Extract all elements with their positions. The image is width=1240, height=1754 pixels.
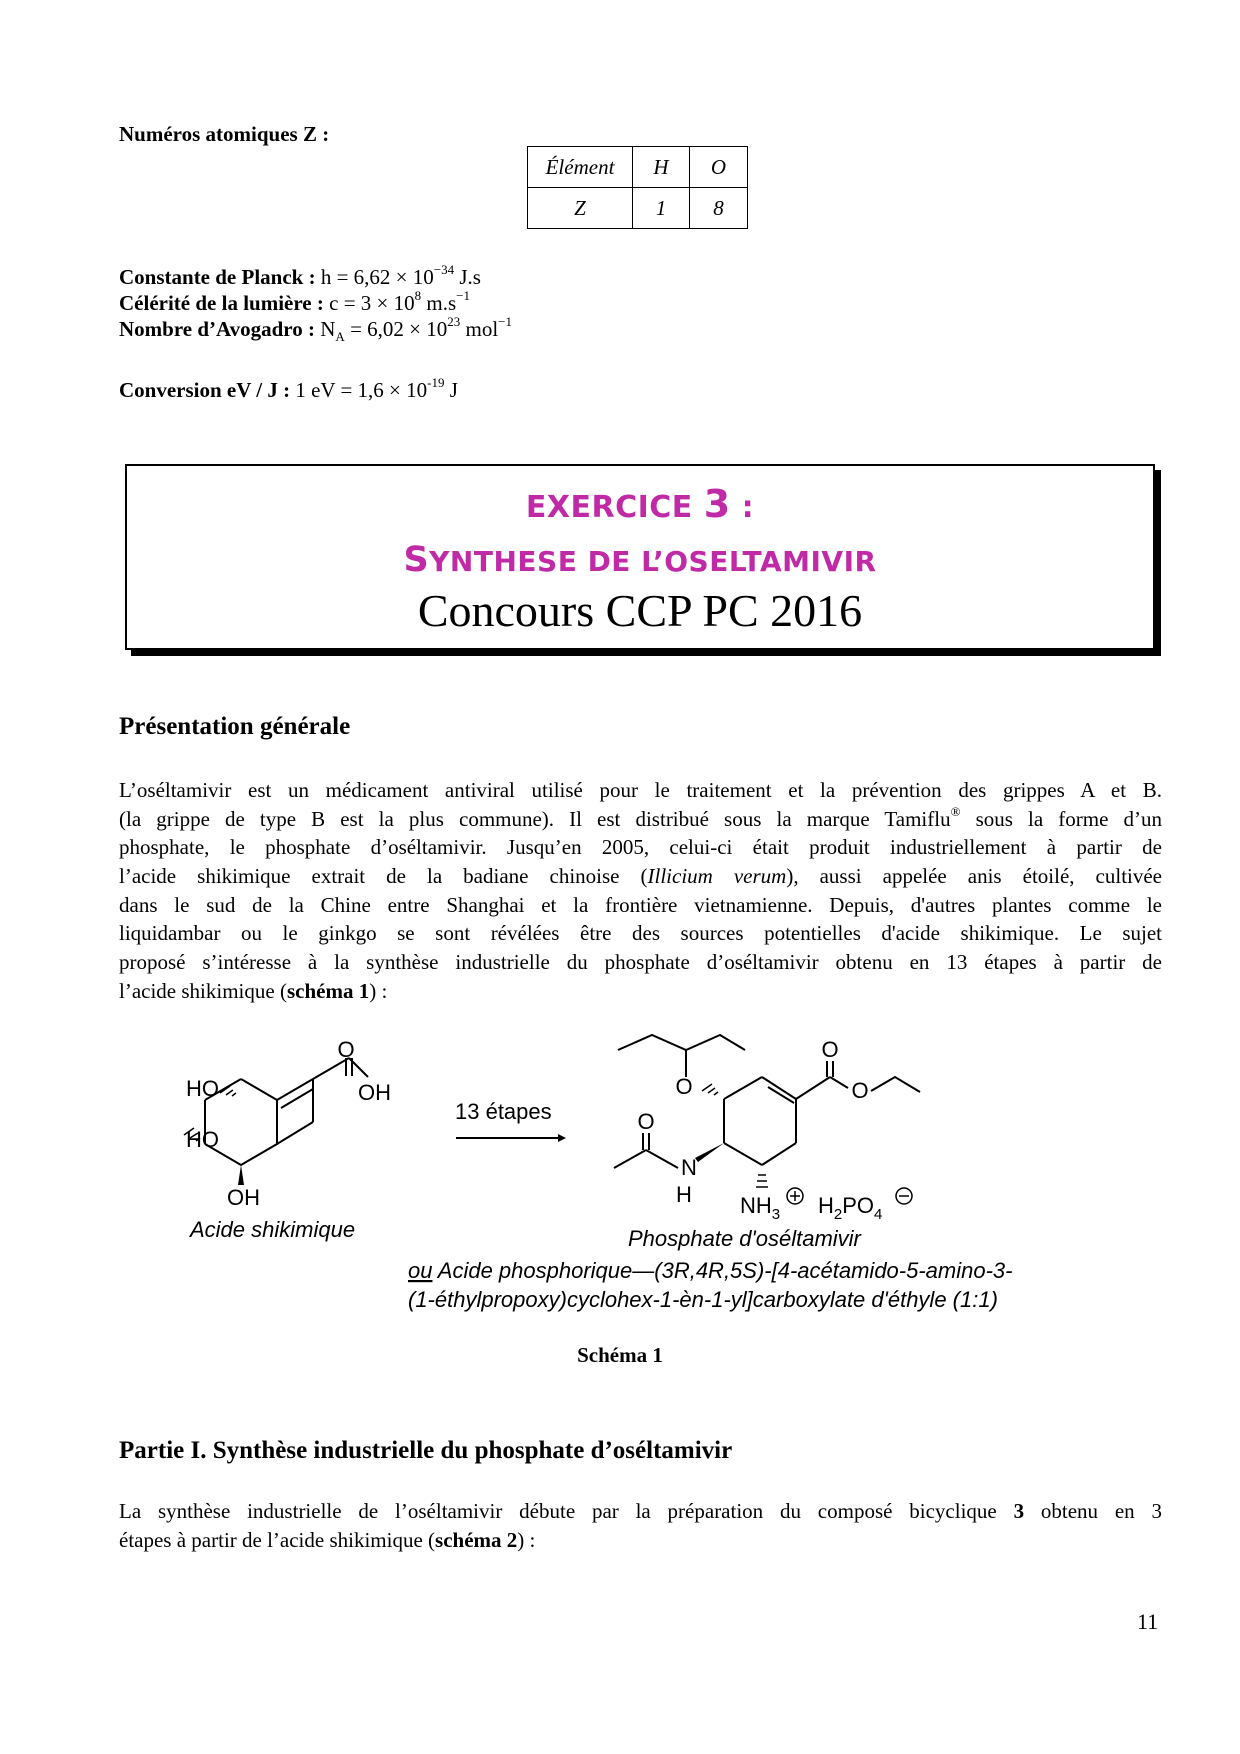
oseltamivir-structure [614,1035,920,1187]
wedge-bond [238,1165,244,1185]
ring-bond [724,1143,762,1165]
conversion-exponent: -19 [427,375,445,390]
reactant-name: Acide shikimique [190,1217,356,1242]
line-text: La synthèse industrielle de l’oséltamivir débute par la préparation du composé bicyclique [119,1499,1014,1523]
table-row [528,188,748,229]
line-text: dans le sud de la Chine entre Shanghai et la frontière vietnamienne. Depuis, d'autres plantes comme le [119,892,1162,917]
planck-constant [119,264,481,290]
exercise-number: 3 [703,482,731,526]
ev-conversion [119,377,458,403]
light-exponent: 8 [414,288,422,303]
atom-label: O [675,1074,693,1099]
page-number: 11 [1137,1609,1159,1634]
contest-name: Concours CCP PC 2016 [417,585,863,636]
table-cell: O [690,147,748,188]
part1-paragraph [119,1497,1162,1554]
ring-bond [277,1122,313,1144]
atom-label: O [337,1037,355,1062]
product-iupac-line-2: (1-éthylpropoxy)cyclohex-1-èn-1-yl]carboxylate d'éthyle (1:1) [408,1287,998,1312]
exercise-subtitle [127,540,1153,580]
table-cell: Z [528,188,633,229]
methyl-bond [614,1150,646,1168]
ring-bond [277,1079,313,1100]
section-heading-presentation: Présentation générale [119,713,351,740]
atom-label: O [637,1109,655,1134]
line-text: L’oséltamivir est un médicament antiviral utilisé pour le traitement et la prévention des grippes A et B. [119,778,1162,802]
paragraph-line [119,1497,1162,1526]
paragraph-line [119,1526,1162,1555]
avogadro-label: Nombre d’Avogadro : [119,317,315,341]
table-header-row [528,147,748,188]
light-unit: m.s [421,291,457,315]
line-text: l’acide shikimique ( [119,978,287,1003]
product-alt-text: Acide phosphorique—(3R,4R,5S)-[4-acétamido-5-amino-3- [432,1258,1013,1283]
line-text: proposé s’intéresse à la synthèse industrielle du phosphate d’oséltamivir obtenu en 13 étapes à partir de [119,950,1162,975]
line-text: liquidambar ou le ginkgo se sont révélées être des sources potentielles d'acide shikimique. Le sujet [119,921,1162,946]
subscript: 3 [771,1206,781,1223]
ethyl-chain [871,1077,920,1092]
paragraph-line [119,805,1162,834]
conversion-unit: J [444,378,458,402]
avogadro-unit: mol [460,317,499,341]
subtitle-initial: S [403,540,430,580]
atom-label: O [821,1037,839,1062]
avogadro-value: = 6,02 × 10 [344,317,448,341]
atom-label: O [851,1078,869,1103]
table-cell: Élément [528,147,633,188]
product-name: Phosphate d'oséltamivir [628,1226,861,1251]
line-text: étapes à partir de l’acide shikimique ( [119,1527,436,1552]
ammonium-label [740,1193,780,1223]
line-text: l’acide shikimique extrait de la badiane chinoise ( [119,864,648,889]
hashed-bond [756,1175,768,1187]
atom-label: NH [740,1193,772,1218]
phosphate-label [818,1193,882,1223]
avogadro-subscript: A [335,329,345,345]
line-text: ) : [517,1527,536,1552]
atom-label: HO [186,1076,219,1101]
planck-value: h = 6,62 × 10 [320,265,434,289]
product-iupac-line-1 [408,1258,1013,1283]
atomic-number-table [527,146,748,229]
planck-label: Constante de Planck : [119,265,316,289]
line-text: obtenu en 3 [1024,1499,1162,1523]
planck-exponent: −34 [433,262,455,277]
speed-of-light [119,290,470,316]
table-cell: 1 [633,188,690,229]
atom-label: HO [186,1127,219,1152]
ring-bond [241,1079,277,1100]
arrow-head [558,1134,566,1142]
pentyl-chain [618,1035,745,1050]
carbon-bond [796,1077,830,1099]
line-text: (la grippe de type B est la plus commune). Il est distribué sous la marque Tamiflu [119,806,951,831]
paragraph-line [119,862,1162,891]
product-alt-prefix: ou [408,1258,433,1283]
hashed-bond [702,1084,718,1095]
planck-unit: J.s [454,265,481,289]
section-heading-part-1: Partie I. Synthèse industrielle du phosphate d’oséltamivir [119,1437,733,1464]
table-cell: H [633,147,690,188]
line-text: ), aussi appelée anis étoilé, cultivée [786,864,1163,889]
line-text: phosphate, le phosphate d’oséltamivir. Jusqu’en 2005, celui-ci était produit industriellement à partir de [119,835,1162,860]
table-cell: 8 [690,188,748,229]
exercise-title-colon: : [730,490,755,525]
avogadro-exponent: 23 [447,314,461,329]
reaction-scheme [0,1030,1240,1320]
double-bond [281,1089,313,1108]
exercise-title-text: EXERCICE [525,490,704,525]
hashed-bond [220,1086,236,1096]
line-text: sous la forme d’un [960,806,1162,831]
conversion-label: Conversion eV / J : [119,378,291,402]
reaction-scheme-drawing [0,1030,1240,1320]
paragraph-line [119,891,1162,920]
ring-bond [762,1077,796,1099]
line-text: ) : [369,978,388,1003]
paragraph-line [119,833,1162,862]
subtitle-rest: YNTHESE DE L’OSELTAMIVIR [429,545,877,578]
subscript: 4 [874,1206,883,1223]
ring-bond [724,1077,762,1099]
subscript: 2 [833,1206,843,1223]
compound-ref: 3 [1013,1499,1025,1523]
latin-name: Illicium verum [647,864,787,889]
paragraph-line [119,948,1162,977]
atom-label: OH [227,1185,260,1210]
paragraph-line [119,776,1162,805]
scheme-caption: Schéma 1 [577,1343,663,1367]
registered-mark: ® [950,803,961,819]
light-unit-exponent: −1 [456,288,470,303]
atom-label: H [818,1193,834,1218]
atomic-numbers-label: Numéros atomiques Z : [119,122,330,146]
presentation-paragraph [119,776,1162,1006]
ester-bond [830,1077,848,1088]
atom-label: N [681,1155,697,1180]
light-value: c = 3 × 10 [329,291,415,315]
avogadro-number [119,314,513,345]
paragraph-line [119,919,1162,948]
avogadro-unit-exponent: −1 [498,314,513,329]
scheme-ref: schéma 1 [286,978,370,1003]
wedge-bond [695,1143,724,1162]
avogadro-symbol: N [320,317,336,341]
exercise-title [127,482,1153,526]
atom-label: H [676,1182,692,1207]
paragraph-line [119,977,1162,1006]
atom-label: OH [358,1080,391,1105]
light-label: Célérité de la lumière : [119,291,324,315]
exercise-header-box [125,464,1155,650]
arrow-label: 13 étapes [455,1099,552,1124]
atom-label: PO [842,1193,875,1218]
ring-bond [762,1143,796,1165]
conversion-value: 1 eV = 1,6 × 10 [295,378,428,402]
scheme-ref: schéma 2 [435,1527,518,1552]
amide-bond [646,1150,678,1168]
